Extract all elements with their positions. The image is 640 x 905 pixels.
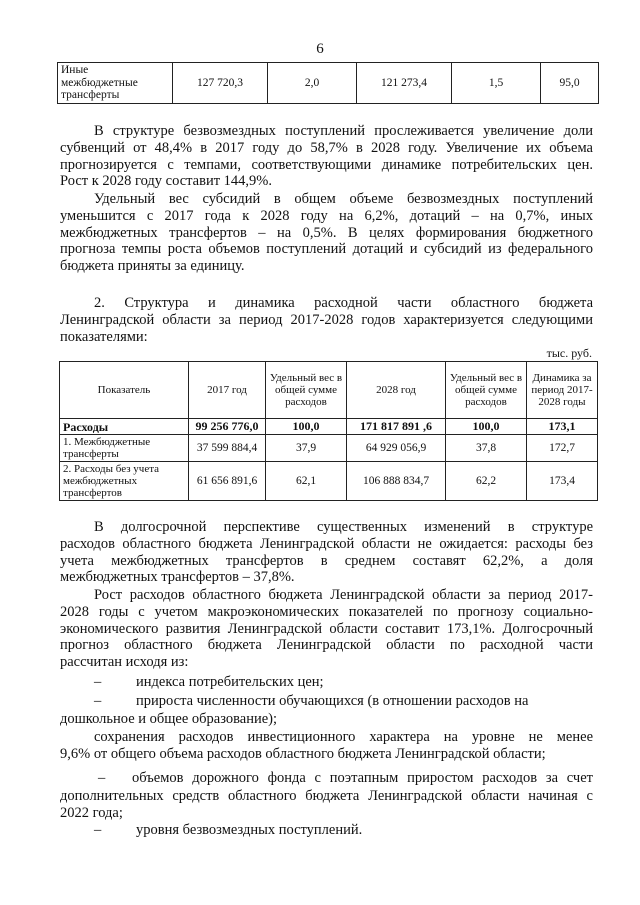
table-cell: 62,1 bbox=[266, 462, 347, 501]
table-row bbox=[58, 63, 599, 104]
col-header: 2028 год bbox=[347, 362, 446, 419]
table-cell: 37 599 884,4 bbox=[189, 435, 266, 462]
table-cell: 62,2 bbox=[446, 462, 527, 501]
table-cell: 171 817 891 ,6 bbox=[347, 419, 446, 435]
text-line: Удельный вес субсидий в общем объеме безвозмездных поступлений bbox=[94, 191, 593, 207]
text-line: межбюджетных трансфертов – на 0,5%. В целях формирования бюджетного bbox=[60, 224, 593, 241]
table-cell: 172,7 bbox=[527, 435, 598, 462]
table-cell: 173,1 bbox=[527, 419, 598, 435]
list-item-text: объемов дорожного фонда с поэтапным приростом расходов за счет bbox=[132, 770, 593, 786]
text-line: расходов областного бюджета Ленинградской области не ожидается: расходы без bbox=[60, 535, 593, 552]
text-line: прогноза темпы роста объемов поступлений дотаций и субсидий из федерального bbox=[60, 241, 593, 258]
table-cell: Расходы bbox=[60, 419, 189, 435]
text-line: 9,6% от общего объема расходов областного бюджета Ленинградской области; bbox=[60, 745, 546, 762]
text-line: Рост расходов областного бюджета Ленинградской области за период 2017- bbox=[94, 587, 593, 603]
text-line: В структуре безвозмездных поступлений прослеживается увеличение доли bbox=[94, 123, 593, 139]
text-line: бюджета приняты за единицу. bbox=[60, 258, 245, 275]
table-cell: 61 656 891,6 bbox=[189, 462, 266, 501]
text-line: Рост к 2028 году составит 144,9%. bbox=[60, 173, 273, 190]
table-row bbox=[60, 435, 598, 462]
table-cell: 173,4 bbox=[527, 462, 598, 501]
dash-marker: – bbox=[94, 822, 102, 838]
text-line: сохранения расходов инвестиционного характера на уровне не менее bbox=[94, 729, 593, 745]
unit-label: тыс. руб. bbox=[546, 346, 592, 360]
table-cell: 95,0 bbox=[541, 63, 599, 104]
text-line: межбюджетных трансфертов – 37,8%. bbox=[60, 569, 295, 586]
col-header: Динамика за период 2017-2028 годы bbox=[527, 362, 598, 419]
table-cell: 37,8 bbox=[446, 435, 527, 462]
col-header: 2017 год bbox=[189, 362, 266, 419]
list-item-text: уровня безвозмездных поступлений. bbox=[136, 822, 363, 838]
text-line: показателями: bbox=[60, 328, 148, 345]
expenditure-table bbox=[59, 361, 598, 501]
dash-marker: – bbox=[94, 674, 102, 690]
table-cell-name bbox=[58, 63, 173, 104]
text-line: субвенций от 48,4% в 2017 году до 58,7% в 2028 году. Увеличение их объема bbox=[60, 139, 593, 156]
dash-marker: – bbox=[94, 693, 102, 709]
list-item-text: прироста численности обучающихся (в отношении расходов на bbox=[136, 693, 529, 709]
list-item-continuation bbox=[60, 788, 593, 822]
text-line: уменьшится с 2017 года к 2028 году на 6,2%, дотаций – на 0,7%, иных bbox=[60, 207, 593, 224]
text-line: В долгосрочной перспективе существенных изменений в структуре bbox=[94, 519, 593, 535]
col-header: Удельный вес в общей сумме расходов bbox=[266, 362, 347, 419]
table-header-row bbox=[60, 362, 598, 419]
text-line: прогноз областного бюджета Ленинградской области по расходной части bbox=[60, 637, 593, 654]
paragraph-growth bbox=[60, 587, 593, 671]
table-cell: 2. Расходы без учета межбюджетных трансфертов bbox=[60, 462, 189, 501]
list-item-continuation bbox=[60, 711, 593, 728]
dash-marker: – bbox=[98, 770, 106, 786]
table-row bbox=[60, 462, 598, 501]
table-cell: 1. Межбюджетные трансферты bbox=[60, 435, 189, 462]
table-cell: 127 720,3 bbox=[173, 63, 268, 104]
table-cell: 100,0 bbox=[446, 419, 527, 435]
paragraph-longterm bbox=[60, 519, 593, 586]
table-cell: 121 273,4 bbox=[357, 63, 452, 104]
table-cell: 2,0 bbox=[268, 63, 357, 104]
table-cell: 106 888 834,7 bbox=[347, 462, 446, 501]
text-line: дошкольное и общее образование); bbox=[60, 711, 278, 727]
list-item-text: индекса потребительских цен; bbox=[136, 674, 324, 690]
text-line: 2028 годы с учетом макроэкономических показателей по прогнозу социально- bbox=[60, 603, 593, 620]
text-line: рассчитан исходя из: bbox=[60, 654, 189, 671]
text-line: учета межбюджетных трансфертов в среднем составят 62,2%, а доля bbox=[60, 552, 593, 569]
text-line: 2. Структура и динамика расходной части областного бюджета bbox=[94, 295, 593, 311]
text-line: экономического развития Ленинградской области составит 173,1%. Долгосрочный bbox=[60, 620, 593, 637]
paragraph-subsidies bbox=[60, 191, 593, 275]
continued-table bbox=[57, 62, 599, 104]
page-number: 6 bbox=[316, 41, 324, 57]
table-cell: 64 929 056,9 bbox=[347, 435, 446, 462]
col-header: Показатель bbox=[60, 362, 189, 419]
table-cell: 37,9 bbox=[266, 435, 347, 462]
text-line: дополнительных средств областного бюджета Ленинградской области начиная с bbox=[60, 788, 593, 804]
cell-line: межбюджетные bbox=[61, 76, 138, 89]
paragraph-structure-heading bbox=[60, 295, 593, 345]
list-item bbox=[60, 729, 593, 763]
text-line: Ленинградской области за период 2017-2028 годов характеризуется следующими bbox=[60, 311, 593, 328]
table-cell: 99 256 776,0 bbox=[189, 419, 266, 435]
col-header: Удельный вес в общей сумме расходов bbox=[446, 362, 527, 419]
table-row bbox=[60, 419, 598, 435]
table-cell: 1,5 bbox=[452, 63, 541, 104]
cell-line: Иные bbox=[61, 64, 89, 77]
text-line: прогнозируется с темпами, соответствующими динамике потребительских цен. bbox=[60, 156, 593, 173]
cell-line: трансферты bbox=[61, 89, 120, 102]
table-cell: 100,0 bbox=[266, 419, 347, 435]
paragraph-subventions bbox=[60, 123, 593, 190]
text-line: 2022 года; bbox=[60, 804, 123, 821]
